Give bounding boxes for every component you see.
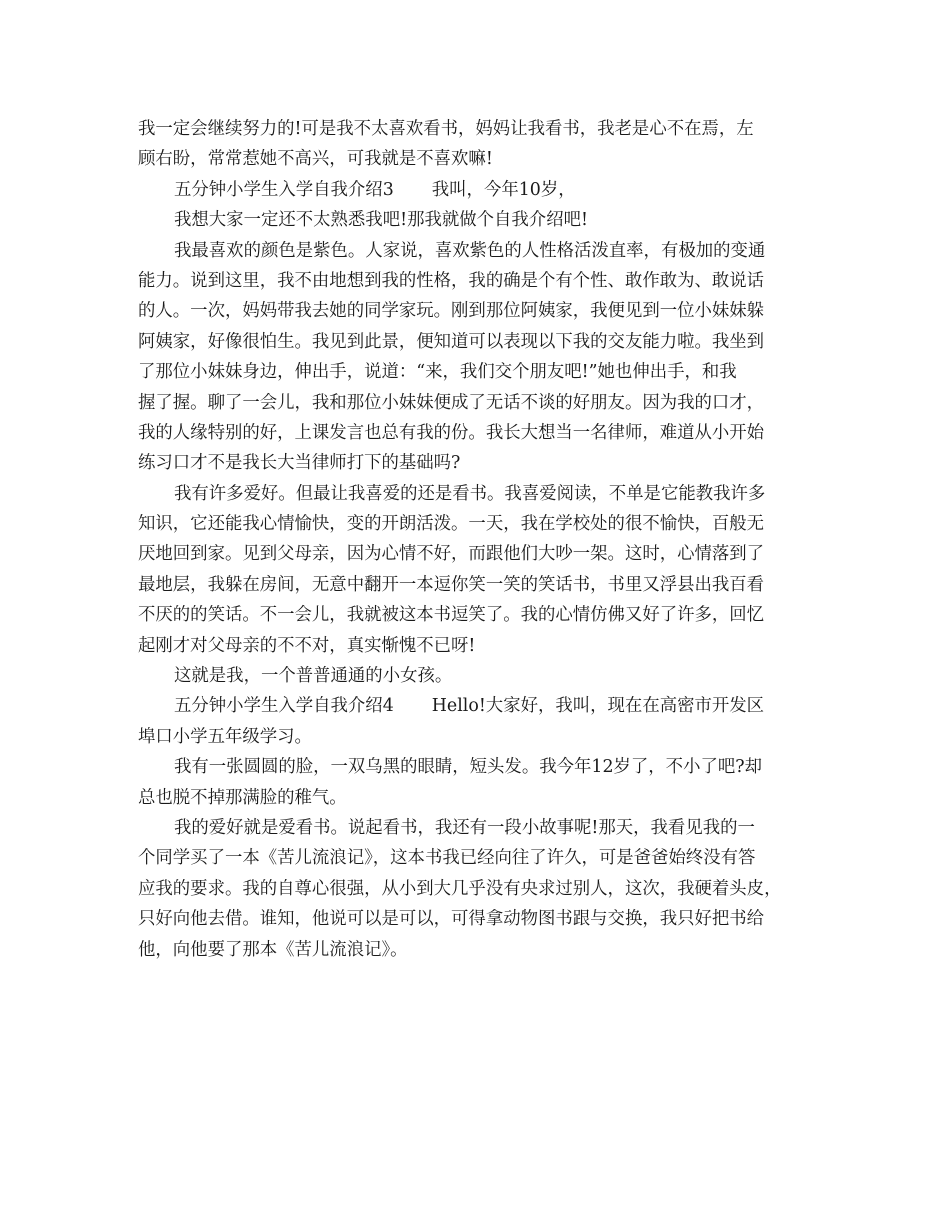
text-line	[138, 813, 822, 843]
line-text: 阿姨家，好像很怕生。我见到此景，便知道可以表现以下我的交友能力啦。我坐到	[138, 331, 765, 352]
text-line	[138, 114, 822, 144]
line-text: 我的人缘特别的好，上课发言也总有我的份。我长大想当一名律师，难道从小开始	[138, 422, 765, 443]
line-text: 我有许多爱好。但最让我喜爱的还是看书。我喜爱阅读，不单是它能教我许多	[174, 483, 766, 504]
text-line	[138, 479, 822, 509]
text-line	[138, 205, 822, 235]
line-text: 埠口小学五年级学习。	[138, 726, 312, 747]
line-text: 他，向他要了那本《苦儿流浪记》。	[138, 939, 408, 960]
line-text: 顾右盼，常常惹她不高兴，可我就是不喜欢嘛!	[138, 149, 493, 170]
line-text: 了那位小妹妹身边，伸出手，说道：“来，我们交个朋友吧!”她也伸出手，和我	[138, 362, 737, 383]
text-line	[138, 266, 822, 296]
section-heading: 五分钟小学生入学自我介绍4	[174, 696, 394, 717]
text-line	[138, 144, 822, 174]
text-line	[138, 448, 822, 478]
line-text: 个同学买了一本《苦儿流浪记》，这本书我已经向往了许久，可是爸爸始终没有答	[138, 848, 756, 869]
line-text: Hello!大家好，我叫，现在在高密市开发区	[431, 696, 765, 717]
text-line	[138, 631, 822, 661]
line-text: 这就是我，一个普普通通的小女孩。	[174, 666, 453, 687]
text-line	[138, 296, 822, 326]
text-line	[138, 236, 822, 266]
line-text: 厌地回到家。见到父母亲，因为心情不好，而跟他们大吵一架。这时，心情落到了	[138, 544, 765, 565]
section-heading-line	[138, 175, 822, 205]
text-line	[138, 843, 822, 873]
section-heading-line	[138, 691, 822, 721]
line-text: 不厌的的笑话。不一会儿，我就被这本书逗笑了。我的心情仿佛又好了许多，回忆	[138, 605, 765, 626]
text-line	[138, 752, 822, 782]
text-line	[138, 357, 822, 387]
line-text: 我叫，今年10岁，	[431, 179, 576, 200]
document-page	[138, 114, 822, 965]
text-line	[138, 539, 822, 569]
line-text: 能力。说到这里，我不由地想到我的性格，我的确是个有个性、敢作敢为、敢说话	[138, 270, 765, 291]
line-text: 知识，它还能我心情愉快，变的开朗活泼。一天，我在学校处的很不愉快，百般无	[138, 514, 765, 535]
line-text: 总也脱不掉那满脸的稚气。	[138, 787, 347, 808]
text-line	[138, 783, 822, 813]
line-text: 我有一张圆圆的脸，一双乌黑的眼睛，短头发。我今年12岁了，不小了吧?却	[174, 757, 762, 778]
line-text: 握了握。聊了一会儿，我和那位小妹妹便成了无话不谈的好朋友。因为我的口才，	[138, 392, 765, 413]
line-text: 我一定会继续努力的!可是我不太喜欢看书，妈妈让我看书，我老是心不在焉，左	[138, 119, 754, 139]
line-text: 应我的要求。我的自尊心很强，从小到大几乎没有央求过别人，这次，我硬着头皮，	[138, 878, 782, 899]
text-line	[138, 509, 822, 539]
line-text: 只好向他去借。谁知，他说可以是可以，可得拿动物图书跟与交换，我只好把书给	[138, 909, 765, 930]
line-text: 练习口才不是我长大当律师打下的基础吗?	[138, 453, 461, 474]
line-text: 起刚才对父母亲的不不对，真实惭愧不已呀!	[138, 635, 476, 656]
line-text: 最地层，我躲在房间，无意中翻开一本逗你笑一笑的笑话书，书里又浮县出我百看	[138, 574, 765, 595]
text-line	[138, 904, 822, 934]
text-line	[138, 327, 822, 357]
line-text: 我想大家一定还不太熟悉我吧!那我就做个自我介绍吧!	[174, 210, 588, 231]
text-line	[138, 418, 822, 448]
line-text: 我的爱好就是爱看书。说起看书，我还有一段小故事呢!那天，我看见我的一	[174, 817, 755, 838]
text-line	[138, 874, 822, 904]
text-line	[138, 722, 822, 752]
text-line	[138, 388, 822, 418]
line-text: 我最喜欢的颜色是紫色。人家说，喜欢紫色的人性格活泼直率，有极加的变通	[174, 240, 766, 261]
text-line	[138, 570, 822, 600]
line-text: 的人。一次，妈妈带我去她的同学家玩。刚到那位阿姨家，我便见到一位小妹妹躲	[138, 301, 765, 322]
text-line	[138, 935, 822, 965]
section-heading: 五分钟小学生入学自我介绍3	[174, 179, 394, 200]
text-line	[138, 600, 822, 630]
text-line	[138, 661, 822, 691]
